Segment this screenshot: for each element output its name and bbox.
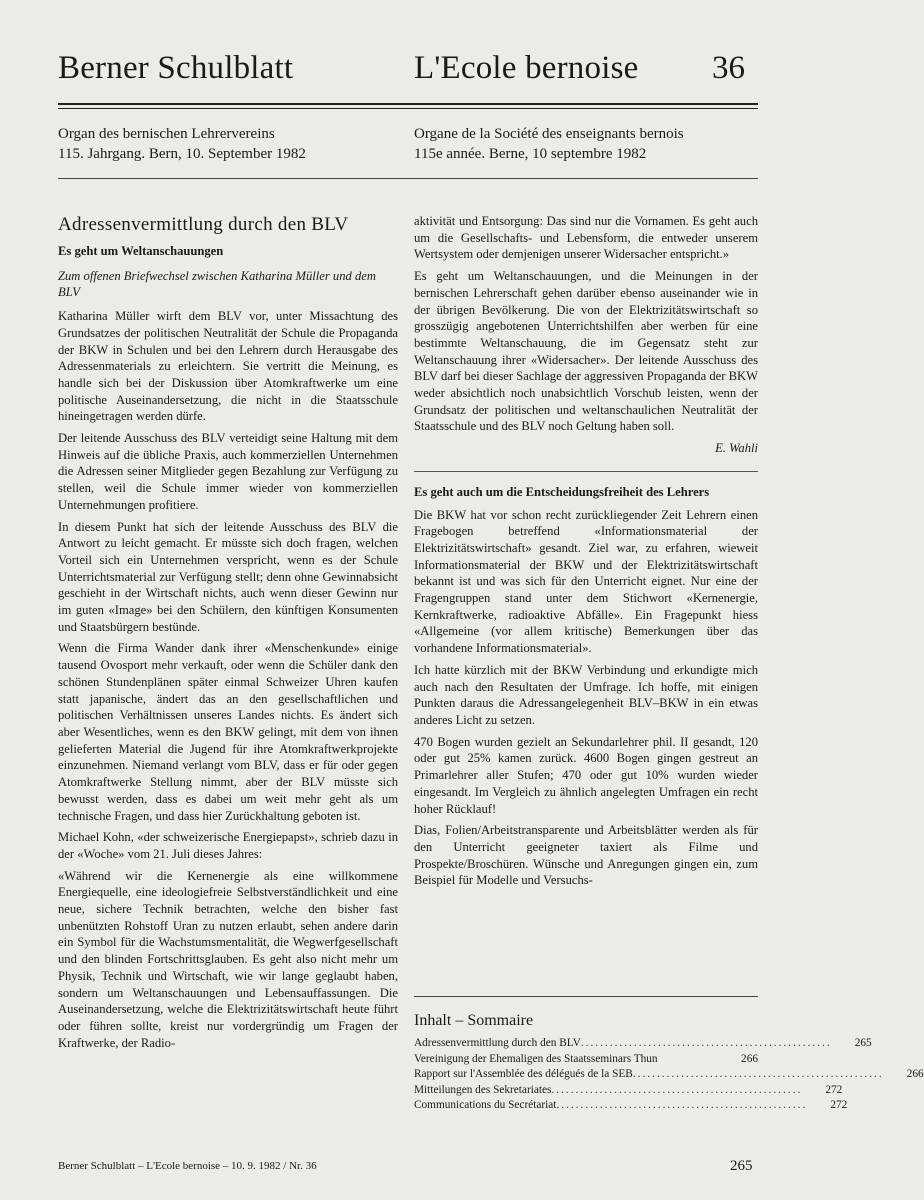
toc-item-page: 272 [825, 1083, 843, 1096]
organ-rule [58, 178, 758, 179]
toc-item-label: Communications du Secrétariat [414, 1099, 557, 1112]
toc-item [414, 1098, 848, 1114]
toc-item-label: Mitteilungen des Sekretariates [414, 1083, 552, 1096]
toc-item [414, 1036, 872, 1052]
paragraph: In diesem Punkt hat sich der leitende Ausschuss des BLV die Antwort zu leicht gemacht. Er müsste sich doch fragen, welchen Vorteil sich ein Unternehmen verspricht, wenn es der Schule Unterrichtsmaterial zur Verfügung stellt; denn ohne Gewinnabsicht geschieht in der Wirtschaft nichts, auch wenn dieser Gewinn nur im guten «Image» bei den Schülern, den künftigen Konsumenten und Staatsbürgern bestünde. [58, 519, 398, 634]
organ-de-line2: 115. Jahrgang. Bern, 10. September 1982 [58, 146, 306, 162]
article-title: Adressenvermittlung durch den BLV [58, 214, 349, 235]
toc-leader: .................................................... [551, 1083, 803, 1096]
toc-item [414, 1052, 758, 1068]
toc-item [414, 1067, 924, 1083]
toc-leader [658, 1052, 718, 1068]
organ-fr-line1: Organe de la Société des enseignants bernois [414, 126, 684, 142]
organ-de [58, 124, 306, 164]
paragraph: 470 Bogen wurden gezielt an Sekundarlehrer phil. II gesandt, 120 oder gut 25% kamen zurück. 4600 Bogen gingen gestreut an Primarlehrer aller Stufen; 470 oder gut 10% wurden wieder eingesandt. Im Vergleich zu ähnlich angelegten Umfragen ein recht hoher Rücklauf! [414, 734, 758, 816]
masthead-rule [58, 103, 758, 105]
paragraph: Katharina Müller wirft dem BLV vor, unter Missachtung des Grundsatzes der politischen Neutralität der Schule die Propaganda der BKW in Schulen und bei den Lehrern durch Herausgabe des Adressenmaterials zu erleichtern. Sie vertritt die Meinung, es handle sich bei der Diskussion über Atomkraftwerke um eine politische Auseinandersetzung, die nicht in die Staatsschule hineingetragen werden dürfe. [58, 309, 398, 424]
issue-number: 36 [712, 50, 745, 86]
organ-fr-line2: 115e année. Berne, 10 septembre 1982 [414, 146, 647, 162]
page-number: 265 [730, 1158, 753, 1174]
toc-item-label: Rapport sur l'Assemblée des délégués de la SEB [414, 1068, 633, 1081]
paragraph: Der leitende Ausschuss des BLV verteidigt seine Haltung mit dem Hinweis auf die übliche Praxis, auch kommerziellen Unternehmen die Adressen seiner Mitglieder gegen Bezahlung zur Verfügung zu stellen, weil die Schule immer wieder von kommerziellen Unternehmungen profitiere. [58, 431, 398, 512]
author-signature: E. Wahli [715, 441, 758, 456]
toc-item [414, 1083, 843, 1099]
paragraph: Michael Kohn, «der schweizerische Energiepapst», schrieb dazu in der «Woche» vom 21. Juli dieses Jahres: [58, 830, 398, 861]
article-subtitle: Es geht um Weltanschauungen [58, 244, 224, 258]
article2-title: Es geht auch um die Entscheidungsfreiheit des Lehrers [414, 484, 710, 499]
right-column [414, 213, 758, 894]
organ-fr [414, 124, 684, 164]
article-intro: Zum offenen Briefwechsel zwischen Katharina Müller und dem BLV [58, 268, 376, 300]
contents-rule [414, 996, 758, 997]
organ-de-line1: Organ des bernischen Lehrervereins [58, 126, 275, 142]
toc-item-label: Adressenvermittlung durch den BLV [414, 1037, 581, 1049]
toc-item-page: 272 [830, 1099, 848, 1112]
toc-item-label: Vereinigung der Ehemaligen des Staatsseminars Thun [414, 1052, 658, 1065]
paragraph: Dias, Folien/Arbeitstransparente und Arbeitsblätter werden als für den Unterricht geeigneter taxiert als Filme und Prospekte/Broschüren. Wünsche und Anregungen gingen ein, zum Beispiel für Modelle und Versuchs- [414, 823, 758, 888]
paragraph: Wenn die Firma Wander dank ihrer «Menschenkunde» einige tausend Ovosport mehr verkauft, oder wenn die Schüler dank den schönen Stundenplänen später einmal Schweizer Uhren kaufen statt japanische, ändert das an den gesellschaftlichen und politischen Verhältnissen unseres Landes nichts. Es ändert sich aber Wesentliches, wenn es den BKW gelingt, mit dem von ihnen gelieferten Material die Jugend für ihre Atomkraftwerkprojekte einzunehmen. Niemand verlangt vom BLV, dass er für oder gegen Atomkraftwerke Stellung nimmt, aber der BLV müsste sich bewusst werden, dass es dabei um weit mehr geht als um technische Fragen, und dass hier Zurückhaltung geboten ist. [58, 641, 398, 823]
toc-leader: .................................................... [632, 1068, 884, 1081]
page-footer: Berner Schulblatt – L'Ecole bernoise – 10. 9. 1982 / Nr. 36 [58, 1160, 317, 1172]
paragraph: aktivität und Entsorgung: Das sind nur die Vornamen. Es geht auch um die Gesellschafts- und Lebensform, die entweder unserem Wertsystem oder demjenigen unserer Widersacher entspricht.» [414, 214, 758, 262]
toc-leader: .................................................... [580, 1037, 832, 1049]
paragraph: «Während wir die Kernenergie als eine willkommene Energiequelle, eine ideologiefreie Selbstverständlichkeit und eine neue, sichere Technik betrachten, welche den bisher fast unbenützten Rohstoff Uran zu nutzen erlaubt, sehen andere darin ein Symbol für die Wachstumsmentalität, die Wegwerfgesellschaft und den blinden Fortschrittsglauben. Es geht also nicht mehr um Physik, Technik und Wirtschaft, wie wir lange geglaubt haben, sondern um Weltanschauungen und Lebensauffassungen. Die Auseinandersetzung, welche die Elektrizitätswirtschaft heute führt oder führen sollte, kreist nur vordergründig um Fragen der Kraftwerke, der Radio- [58, 868, 398, 1050]
contents-title: Inhalt – Sommaire [414, 1012, 534, 1029]
toc-item-page: 265 [854, 1037, 872, 1049]
toc-item-page: 266 [906, 1068, 924, 1081]
toc-item-page: 266 [741, 1052, 758, 1065]
masthead-title-fr: L'Ecole bernoise [414, 50, 639, 86]
paragraph: Es geht um Weltanschauungen, und die Meinungen in der bernischen Lehrerschaft gehen darüber ebenso auseinander wie in der übrigen Bevölkerung. Die von der Elektrizitätswirtschaft so grosszügig angebotenen Unterrichtshilfen aber werben für eine bestimmte Weltanschauung, die im Gegensatz steht zur Weltanschauung ihrer «Widersacher». Der leitende Ausschuss des BLV darf bei dieser Sachlage der aggressiven Propaganda der BKW weder absichtlich noch unabsichtlich Vorschub leisten, wenn der Grundsatz der politischen und weltanschaulichen Neutralität der Staatsschule und des BLV noch Geltung haben soll. [414, 269, 758, 434]
paragraph: Ich hatte kürzlich mit der BKW Verbindung und erkundigte mich auch nach den Resultaten der Umfrage. Ich hoffe, mit einigen Punkten daraus die Adressangelegenheit BLV–BKW in ein etwas anderes Licht zu setzen. [414, 662, 758, 727]
masthead-title-de: Berner Schulblatt [58, 50, 294, 86]
section-divider [414, 471, 758, 472]
table-of-contents [414, 996, 924, 1114]
left-column [58, 213, 398, 1056]
masthead-rule-thin [58, 108, 758, 109]
paragraph: Die BKW hat vor schon recht zurückliegender Zeit Lehrern einen Fragebogen betreffend «Informationsmaterial der Elektrizitätswirtschaft» gesandt. Ziel war, zu erfahren, wieweit Informationsmaterial der BKW und der Elektrizitätswirtschaft bekannt ist und was sich für den Unterricht eignet. Nur eine der Fragengruppen stand unter dem Stichwort «Kernenergie, Kernkraftwerke, radioaktive Abfälle». Ein Fragepunkt hiess «Allgemeine (vor allem kritische) Bemerkungen über das vorhandene Informationsmaterial». [414, 507, 758, 656]
toc-leader: .................................................... [556, 1099, 808, 1112]
